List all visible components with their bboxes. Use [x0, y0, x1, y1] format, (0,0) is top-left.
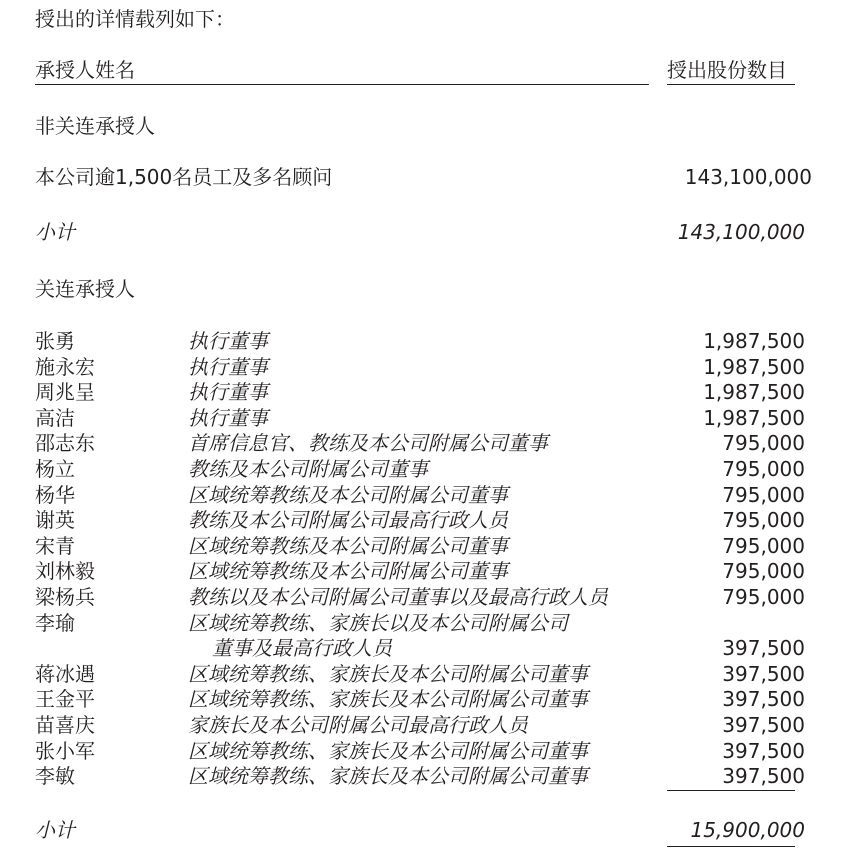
table-row [0, 584, 843, 610]
table-row [0, 558, 843, 584]
grantee-shares: 1,987,500 [703, 405, 805, 430]
header-shares-column: 授出股份数目 [667, 58, 787, 82]
grantee-shares: 397,500 [722, 764, 805, 789]
grantee-shares: 795,000 [722, 533, 805, 558]
table-row [0, 661, 843, 687]
grantee-role: 执行董事 [188, 405, 268, 430]
grantee-shares: 795,000 [722, 508, 805, 533]
grantee-name: 杨立 [35, 457, 75, 481]
grantee-shares: 795,000 [722, 431, 805, 456]
grantee-role: 执行董事 [188, 354, 268, 379]
grantee-role-continued: 董事及最高行政人员 [212, 636, 392, 661]
grantee-name: 苗喜庆 [35, 713, 95, 737]
table-row [0, 763, 843, 789]
intro-text: 授出的详情载列如下： [35, 7, 235, 31]
connected-subtotal-value: 15,900,000 [690, 818, 805, 842]
table-row [0, 686, 843, 712]
grantee-name: 蒋冰遇 [35, 661, 95, 686]
grantee-role: 区域统筹教练、家族长及本公司附属公司董事 [188, 661, 588, 686]
table-row [0, 456, 843, 482]
grantee-name: 刘林毅 [35, 559, 95, 584]
connected-subtotal-rule [667, 846, 795, 847]
grantee-name: 李敏 [35, 764, 75, 789]
grantee-shares: 397,500 [722, 636, 805, 661]
table-row [0, 482, 843, 508]
grantee-shares: 1,987,500 [703, 354, 805, 379]
grantee-role: 区域统筹教练及本公司附属公司董事 [188, 533, 508, 558]
grantee-name: 宋青 [35, 533, 75, 558]
grantee-name: 杨华 [35, 482, 75, 507]
grantee-role: 教练以及本公司附属公司董事以及最高行政人员 [188, 585, 608, 609]
grantee-shares: 397,500 [722, 687, 805, 712]
non-connected-row-value: 143,100,000 [684, 165, 812, 189]
grantee-role: 家族长及本公司附属公司最高行政人员 [188, 713, 528, 737]
grantee-shares: 1,987,500 [703, 380, 805, 405]
header-name-rule [35, 84, 649, 85]
table-row [0, 430, 843, 456]
grantee-role: 教练及本公司附属公司董事 [188, 457, 428, 481]
grantee-role: 区域统筹教练、家族长以及本公司附属公司 [188, 610, 568, 635]
grantee-role: 执行董事 [188, 380, 268, 405]
non-connected-row-label: 本公司逾1,500名员工及多名顾问 [35, 165, 333, 189]
table-row [0, 712, 843, 738]
grantee-shares: 795,000 [722, 457, 805, 481]
grantee-name: 张小军 [35, 738, 95, 763]
grantee-name: 施永宏 [35, 354, 95, 379]
grantee-shares: 397,500 [722, 661, 805, 686]
grantee-shares: 397,500 [722, 713, 805, 737]
grantee-shares: 795,000 [722, 559, 805, 584]
grantee-role: 执行董事 [188, 329, 268, 353]
grantee-name: 邵志东 [35, 431, 95, 456]
grantee-role: 区域统筹教练及本公司附属公司董事 [188, 559, 508, 584]
table-row [0, 610, 843, 661]
grantee-name: 王金平 [35, 687, 95, 712]
grantee-name: 李瑜 [35, 610, 75, 635]
grantee-role: 教练及本公司附属公司最高行政人员 [188, 508, 508, 533]
non-connected-heading: 非关连承授人 [35, 114, 155, 138]
grantee-name: 谢英 [35, 508, 75, 533]
table-row [0, 507, 843, 533]
grantee-shares: 795,000 [722, 585, 805, 609]
table-row [0, 379, 843, 405]
header-shares-rule [667, 84, 795, 85]
connected-subtotal-label: 小计 [35, 818, 75, 842]
non-connected-subtotal-label: 小计 [35, 220, 75, 244]
table-row [0, 405, 843, 431]
table-row [0, 738, 843, 764]
table-row [0, 533, 843, 559]
grantee-role: 区域统筹教练及本公司附属公司董事 [188, 482, 508, 507]
connected-heading: 关连承授人 [35, 277, 135, 301]
connected-total-rule [667, 790, 795, 791]
grantee-shares: 1,987,500 [703, 329, 805, 353]
grantee-role: 区域统筹教练、家族长及本公司附属公司董事 [188, 738, 588, 763]
non-connected-subtotal-value: 143,100,000 [677, 220, 805, 244]
table-row [0, 328, 843, 354]
grantee-role: 区域统筹教练、家族长及本公司附属公司董事 [188, 687, 588, 712]
grantee-role: 首席信息官、教练及本公司附属公司董事 [188, 431, 548, 456]
header-name-column: 承授人姓名 [35, 58, 135, 82]
grantee-name: 周兆呈 [35, 380, 95, 405]
grantee-name: 梁杨兵 [35, 585, 95, 609]
grantee-name: 高洁 [35, 405, 75, 430]
table-row [0, 354, 843, 380]
grantee-shares: 397,500 [722, 738, 805, 763]
grantee-shares: 795,000 [722, 482, 805, 507]
grantee-name: 张勇 [35, 329, 75, 353]
grantee-role: 区域统筹教练、家族长及本公司附属公司董事 [188, 764, 588, 789]
